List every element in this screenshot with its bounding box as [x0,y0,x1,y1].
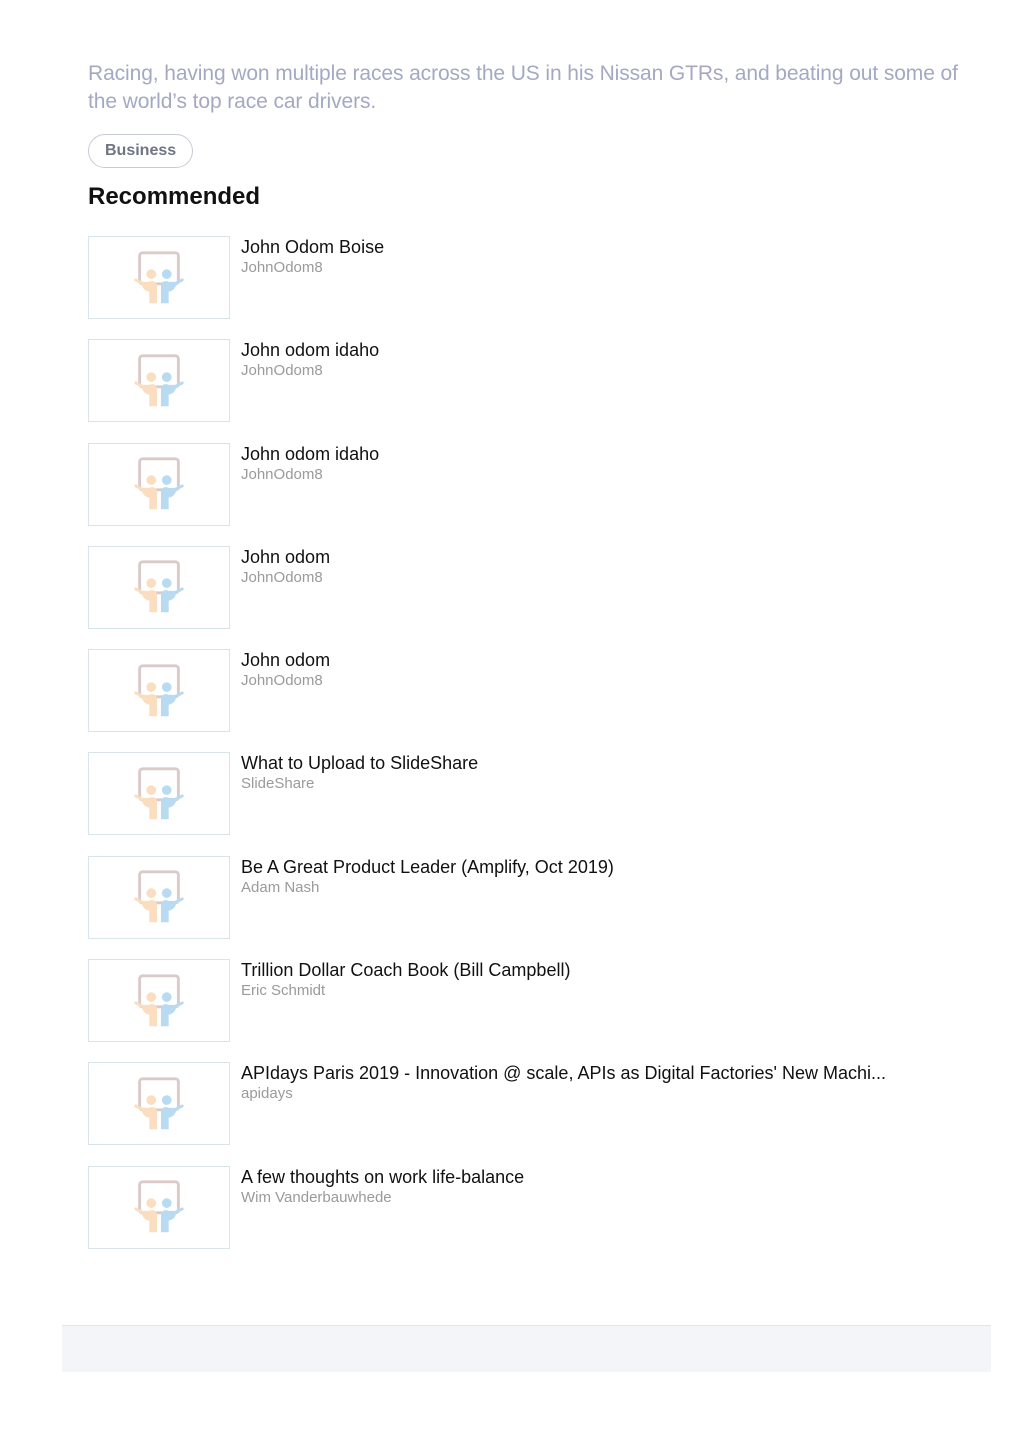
slide-thumbnail[interactable] [88,959,230,1042]
recommended-item[interactable] [88,856,968,939]
item-author[interactable]: SlideShare [241,775,315,793]
slide-thumbnail[interactable] [88,856,230,939]
slide-thumbnail[interactable] [88,1062,230,1145]
item-meta [241,959,570,1042]
slideshare-placeholder-icon [128,660,190,722]
slideshare-placeholder-icon [128,350,190,412]
slide-thumbnail[interactable] [88,752,230,835]
slideshare-placeholder-icon [128,763,190,825]
item-title[interactable]: John odom idaho [241,340,380,361]
recommended-item[interactable] [88,1062,968,1145]
item-title[interactable]: John Odom Boise [241,237,385,257]
item-meta [241,1062,886,1145]
slideshare-placeholder-icon [128,1073,190,1135]
item-meta [241,236,384,319]
slideshare-placeholder-icon [128,247,190,309]
item-author[interactable]: JohnOdom8 [241,259,323,276]
item-title[interactable]: John odom [241,546,331,567]
slideshare-placeholder-icon [128,556,190,618]
recommended-item[interactable] [88,546,968,629]
item-title[interactable]: Trillion Dollar Coach Book (Bill Campbell) [241,960,571,981]
item-meta [241,1166,524,1249]
item-title[interactable]: A few thoughts on work life-balance [241,1166,525,1187]
item-title[interactable]: Be A Great Product Leader (Amplify, Oct 2019) [241,856,614,877]
item-meta [241,546,330,629]
item-title[interactable]: John odom [241,650,331,671]
slideshare-placeholder-icon [128,1176,190,1238]
item-meta [241,443,379,526]
recommended-heading: Recommended [88,183,261,210]
recommended-item[interactable] [88,752,968,835]
item-author[interactable]: Eric Schmidt [241,982,326,1000]
slide-thumbnail[interactable] [88,649,230,732]
item-meta [241,339,379,422]
recommended-item[interactable] [88,649,968,732]
item-title[interactable]: APIdays Paris 2019 - Innovation @ scale, APIs as Digital Factories' New Machi... [241,1063,886,1084]
slide-thumbnail[interactable] [88,443,230,526]
item-author[interactable]: JohnOdom8 [241,362,323,380]
item-author[interactable]: Adam Nash [241,878,320,896]
item-meta [241,856,614,939]
slide-thumbnail[interactable] [88,339,230,422]
item-author[interactable]: apidays [241,1085,293,1103]
item-meta [241,649,330,732]
slide-thumbnail[interactable] [88,546,230,629]
recommended-item[interactable] [88,236,968,319]
recommended-item[interactable] [88,1166,968,1249]
recommended-list [88,236,968,1269]
item-title[interactable]: What to Upload to SlideShare [241,753,479,774]
recommended-item[interactable] [88,339,968,422]
footer-bar [62,1325,991,1372]
item-author[interactable]: JohnOdom8 [241,672,323,690]
slideshare-placeholder-icon [128,866,190,928]
category-tag-business[interactable]: Business [88,134,193,168]
slide-description: Racing, having won multiple races across the US in his Nissan GTRs, and beating out some of the world’s top race car drivers. [88,62,958,113]
slideshare-placeholder-icon [128,970,190,1032]
slideshare-placeholder-icon [128,453,190,515]
description-section [88,60,968,212]
item-author[interactable]: JohnOdom8 [241,568,323,586]
item-title[interactable]: John odom idaho [241,443,380,464]
item-author[interactable]: JohnOdom8 [241,465,323,483]
slide-thumbnail[interactable] [88,236,230,319]
recommended-item[interactable] [88,959,968,1042]
recommended-item[interactable] [88,443,968,526]
item-author[interactable]: Wim Vanderbauwhede [241,1188,392,1206]
slide-thumbnail[interactable] [88,1166,230,1249]
item-meta [241,752,478,835]
